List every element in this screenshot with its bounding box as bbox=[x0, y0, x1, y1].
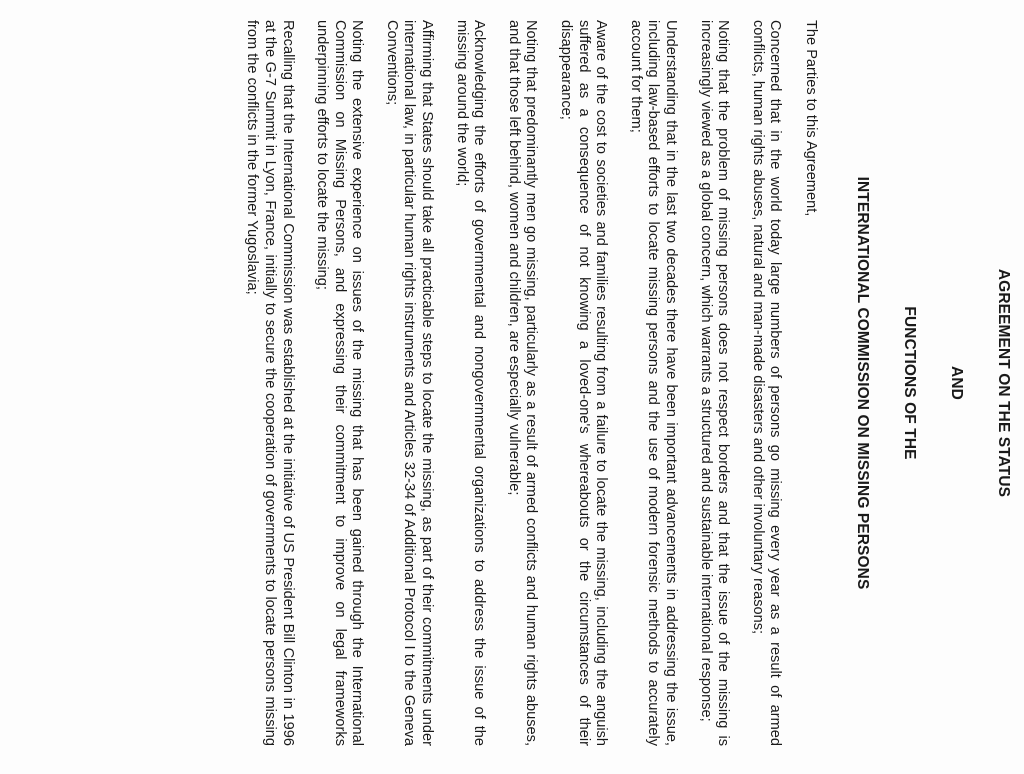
paragraph-acknowledging: Acknowledging the efforts of governmental and nongovernmental organizations to address the issue of the missing around the world; bbox=[453, 20, 488, 746]
title-line-1: AGREEMENT ON THE STATUS bbox=[995, 268, 1012, 498]
paragraph-understanding: Understanding that in the last two decades there have been important advancements in addressing the issue, including law-based efforts to locate missing persons and the use of modern forensic methods to accurately account for them; bbox=[627, 20, 680, 746]
intro-paragraph: The Parties to this Agreement, bbox=[803, 20, 819, 217]
paragraph-recalling: Recalling that the International Commission was established at the initiative of US President Bill Clinton in 1996 at the G-7 Summit in Lyon, France, initially to secure the cooperation of governments to locate persons missing from the conflicts in the former Yugoslavia; bbox=[244, 20, 296, 746]
paragraph-noting-experience: Noting the extensive experience on issues of the missing that has been gained through the International Commission on Missing Persons, and expressing their commitment to improve on legal frameworks underpinning efforts to locate the missing; bbox=[314, 20, 366, 746]
paragraph-concerned: Concerned that in the world today large numbers of persons go missing every year as a result of armed conflicts, human rights abuses, natural and man-made disasters and other involuntary reasons; bbox=[749, 20, 784, 746]
paragraph-noting-borders: Noting that the problem of missing persons does not respect borders and that the issue of the missing is increasingly viewed as a global concern, which warrants a structured and sustainable international response; bbox=[697, 20, 732, 746]
title-line-3: FUNCTIONS OF THE bbox=[901, 306, 918, 460]
title-line-4: INTERNATIONAL COMMISSION ON MISSING PERSONS bbox=[854, 176, 871, 590]
paragraph-aware: Aware of the cost to societies and families resulting from a failure to locate the missing, including the anguish suffered as a consequence of not knowing a loved-one's whereabouts or the circumstances of their disappearance; bbox=[558, 20, 610, 746]
paragraph-affirming: Affirming that States should take all practicable steps to locate the missing, as part of their commitments under international law, in particular human rights instruments and Articles 32-34 of Additional Protocol I to the Geneva Conventions; bbox=[383, 20, 436, 746]
title-line-2: AND bbox=[948, 366, 965, 400]
paragraph-noting-men: Noting that predominantly men go missing, particularly as a result of armed conflicts and human rights abuses, and that those left behind, women and children, are especially vulnerable; bbox=[505, 20, 540, 746]
